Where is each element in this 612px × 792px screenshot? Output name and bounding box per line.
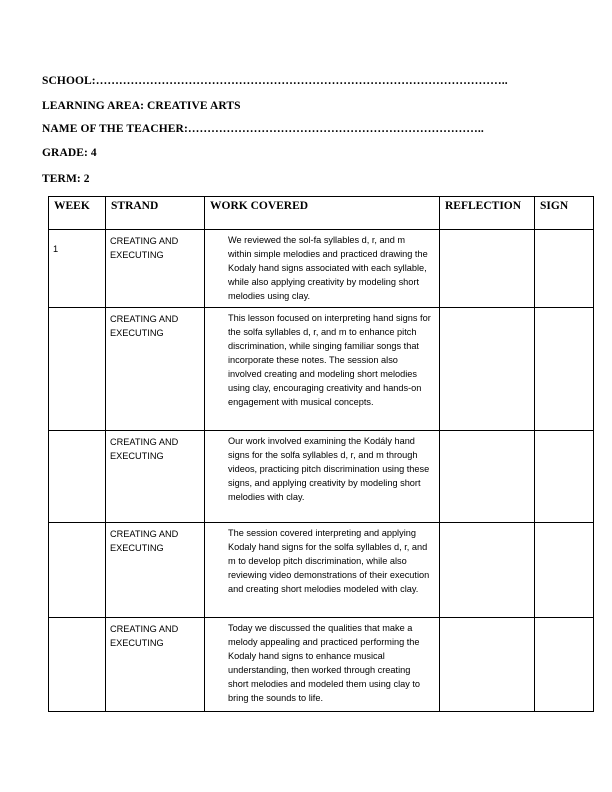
table-row <box>49 618 594 712</box>
week-cell <box>49 618 106 712</box>
column-header-reflection: REFLECTION <box>440 197 535 230</box>
strand-cell <box>106 230 205 308</box>
sign-cell[interactable] <box>535 523 594 618</box>
sign-cell[interactable] <box>535 308 594 431</box>
learning-area-line: LEARNING AREA: CREATIVE ARTS <box>42 100 241 112</box>
strand-cell <box>106 431 205 523</box>
work-covered-text: Today we discussed the qualities that make a melody appealing and practiced performing the Kodaly hand signs to enhance musical understanding, then worked through creating short melodies and modeled them using clay to bring the sounds to life. <box>228 623 421 703</box>
week-value <box>49 431 105 443</box>
column-header-sign: SIGN <box>535 197 594 230</box>
strand-cell <box>106 618 205 712</box>
sign-cell[interactable] <box>535 230 594 308</box>
column-header-work-covered: WORK COVERED <box>205 197 440 230</box>
table-header-row <box>49 197 594 230</box>
work-covered-table <box>48 196 594 712</box>
strand-value: CREATING AND EXECUTING <box>110 437 179 461</box>
work-covered-text: The session covered interpreting and applying Kodaly hand signs for the solfa syllables d, r, and m to develop pitch discrimination, while also reviewing video demonstrations of their execution and creating short melodies modeled with clay. <box>228 528 430 594</box>
week-value <box>49 618 105 630</box>
week-cell <box>49 523 106 618</box>
table-row <box>49 230 594 308</box>
work-covered-text: Our work involved examining the Kodály hand signs for the solfa syllables d, r, and m through videos, practicing pitch discrimination using these signs, and applying creativity by modeling short melodies with clay. <box>228 436 430 502</box>
work-covered-text: We reviewed the sol-fa syllables d, r, and m within simple melodies and practiced drawing the Kodaly hand signs associated with each syllable, while also applying creativity by modeling short melodies using clay. <box>228 235 428 301</box>
week-value <box>49 308 105 320</box>
reflection-cell[interactable] <box>440 431 535 523</box>
grade-line: GRADE: 4 <box>42 147 97 159</box>
school-line: SCHOOL:…………………………………………………………………………………………….. <box>42 75 508 87</box>
work-covered-cell <box>205 308 440 431</box>
week-cell <box>49 230 106 308</box>
sign-cell[interactable] <box>535 431 594 523</box>
work-covered-cell <box>205 431 440 523</box>
reflection-cell[interactable] <box>440 618 535 712</box>
term-line: TERM: 2 <box>42 173 90 185</box>
strand-cell <box>106 523 205 618</box>
column-header-week: WEEK <box>49 197 106 230</box>
strand-value: CREATING AND EXECUTING <box>110 624 179 648</box>
work-covered-cell <box>205 618 440 712</box>
reflection-cell[interactable] <box>440 523 535 618</box>
week-value <box>49 523 105 535</box>
week-cell <box>49 431 106 523</box>
work-covered-cell <box>205 523 440 618</box>
column-header-strand: STRAND <box>106 197 205 230</box>
reflection-cell[interactable] <box>440 230 535 308</box>
table-row <box>49 523 594 618</box>
table-row <box>49 431 594 523</box>
strand-value: CREATING AND EXECUTING <box>110 236 179 260</box>
work-covered-cell <box>205 230 440 308</box>
strand-value: CREATING AND EXECUTING <box>110 529 179 553</box>
strand-value: CREATING AND EXECUTING <box>110 314 179 338</box>
table-row <box>49 308 594 431</box>
work-covered-text: This lesson focused on interpreting hand signs for the solfa syllables d, r, and m to enhance pitch discrimination, while singing familiar songs that incorporate these notes. The session also involved creating and modeling short melodies using clay, encouraging creativity and hands-on engagement with musical concepts. <box>228 313 431 407</box>
strand-cell <box>106 308 205 431</box>
week-value: 1 <box>53 244 59 254</box>
reflection-cell[interactable] <box>440 308 535 431</box>
week-cell <box>49 308 106 431</box>
sign-cell[interactable] <box>535 618 594 712</box>
teacher-name-line: NAME OF THE TEACHER:………………………………………………………………….. <box>42 123 484 135</box>
